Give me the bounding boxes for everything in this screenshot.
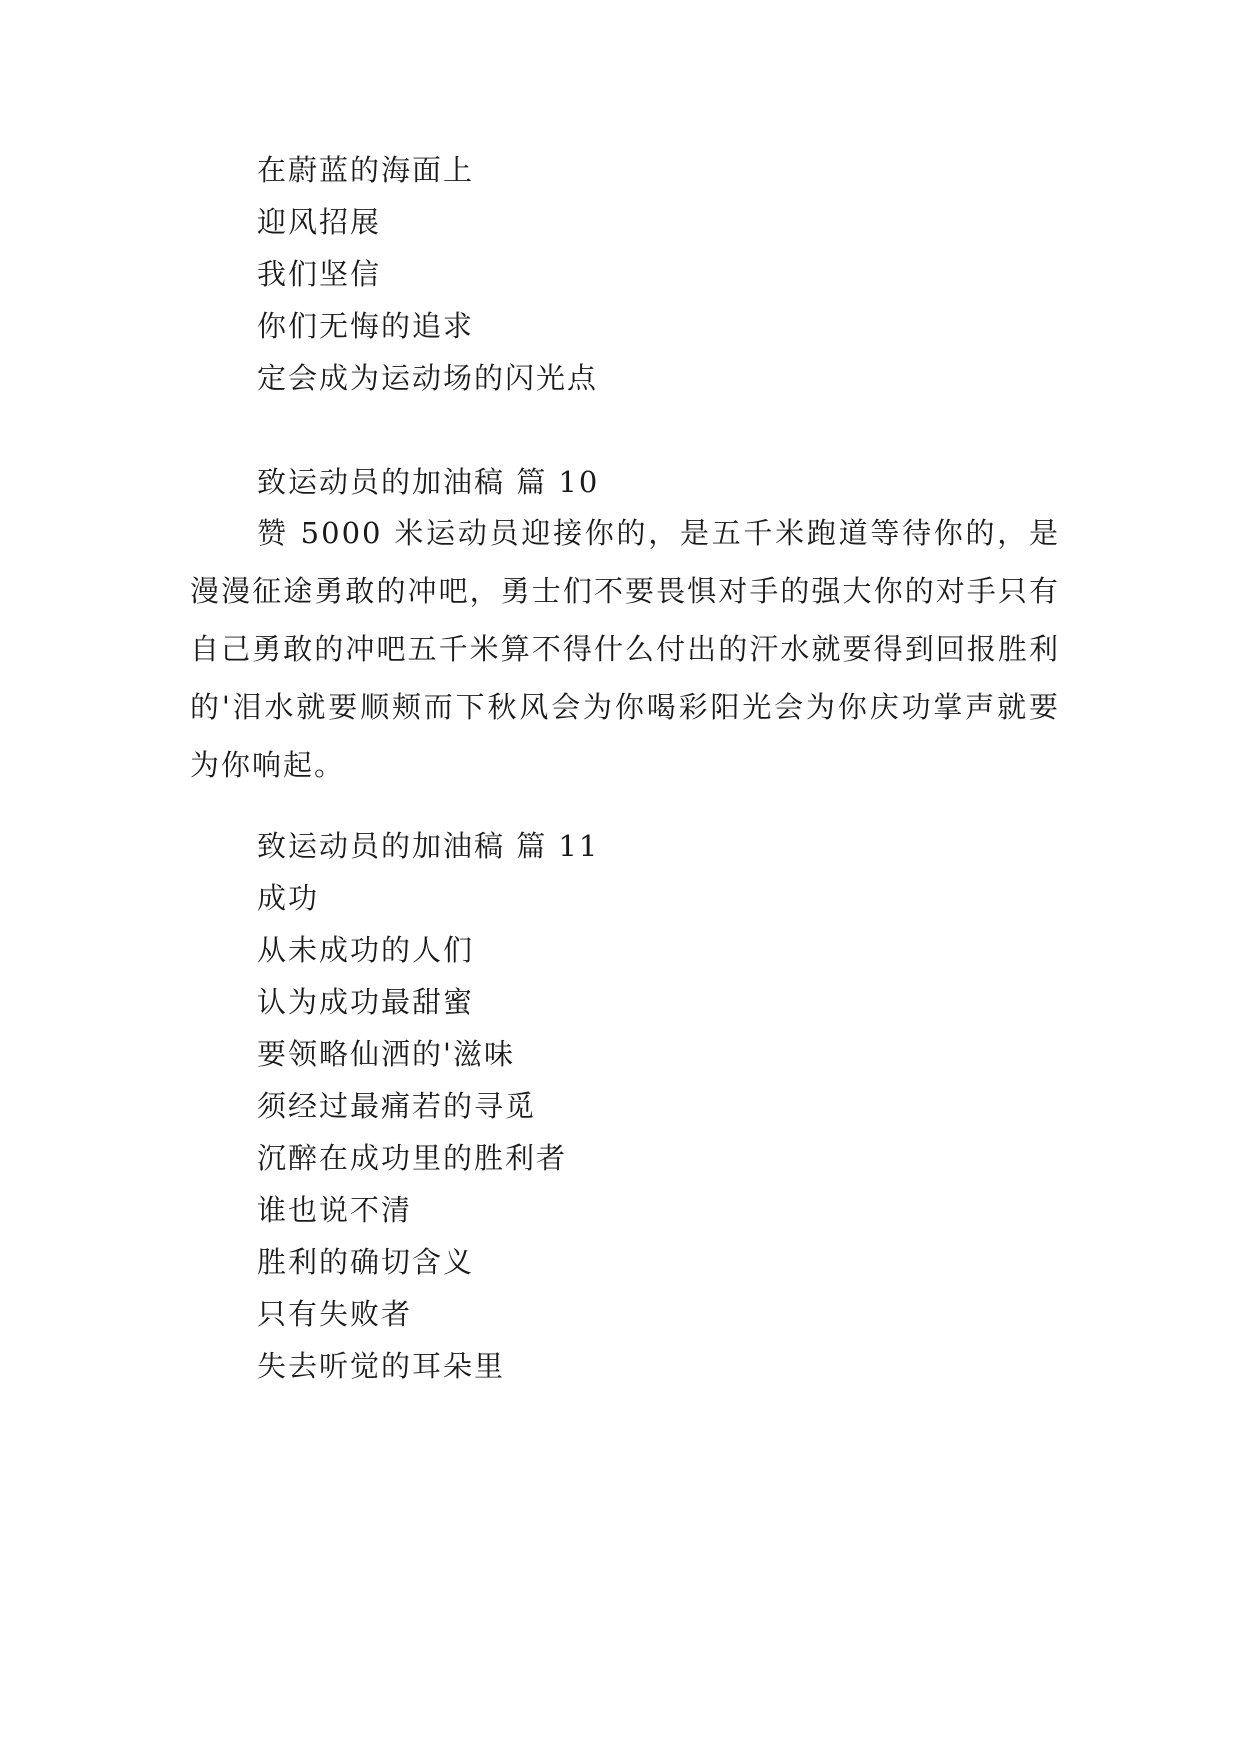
poem-line: 定会成为运动场的闪光点	[257, 361, 599, 395]
poem-line: 在蔚蓝的海面上	[257, 153, 475, 187]
poem-line: 我们坚信	[257, 257, 382, 291]
poem-line: 从未成功的人们	[257, 933, 475, 967]
section-heading: 致运动员的加油稿 篇 11	[257, 829, 600, 863]
section-paragraph: 赞 5000 米运动员迎接你的，是五千米跑道等待你的，是漫漫征途勇敢的冲吧，勇士们不要畏惧对手的强大你的对手只有自己勇敢的冲吧五千米算不得什么付出的汗水就要得到回报胜利的'泪水就要顺颊而下秋风会为你喝彩阳光会为你庆功掌声就要为你响起。	[190, 516, 1060, 782]
poem-line: 只有失败者	[257, 1297, 413, 1331]
poem-line: 须经过最痛若的寻觅	[257, 1089, 537, 1123]
poem-line: 成功	[257, 881, 320, 915]
poem-line: 你们无悔的追求	[257, 309, 475, 343]
poem-line: 谁也说不清	[257, 1193, 413, 1227]
poem-line: 失去听觉的耳朵里	[257, 1349, 506, 1383]
poem-line: 沉醉在成功里的胜利者	[257, 1141, 568, 1175]
poem-line: 胜利的确切含义	[257, 1245, 475, 1279]
poem-line: 认为成功最甜蜜	[257, 985, 475, 1019]
poem-line: 迎风招展	[257, 205, 382, 239]
section-heading: 致运动员的加油稿 篇 10	[257, 465, 600, 499]
poem-line: 要领略仙洒的'滋味	[257, 1037, 515, 1071]
